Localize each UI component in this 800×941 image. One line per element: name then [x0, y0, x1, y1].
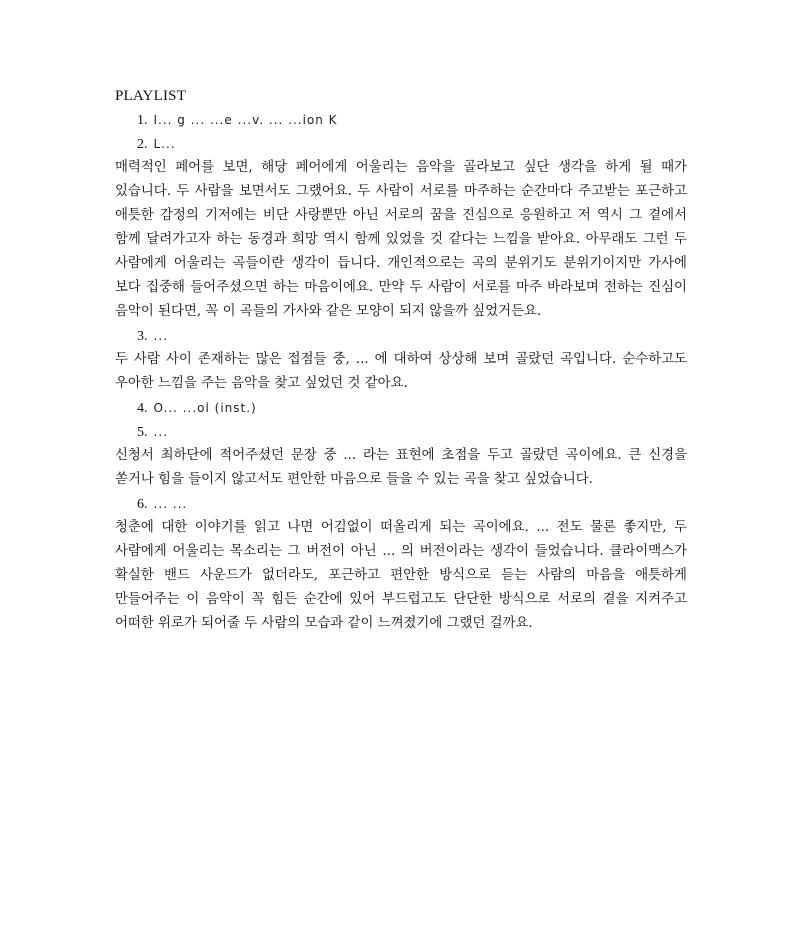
playlist-item-6 — [115, 492, 687, 516]
item-title: L... — [153, 137, 176, 151]
item-description: 매력적인 페어를 보면, 해당 페어에게 어울리는 음악을 골라보고 싶단 생각을 하게 될 때가 있습니다. 두 사람을 보면서도 그랬어요. 두 사람이 서로를 마주하는 순간마다 주고받는 포근하고 애틋한 감정의 기저에는 비단 사랑뿐만 아닌 서로의 꿈을 진심으로 응원하고 저 역시 그 곁에서 함께 달려가고자 하는 동경과 희망 역시 함께 있었을 것 같다는 느낌을 받아요. 아무래도 그런 두 사람에게 어울리는 곡들이란 생각이 듭니다. 개인적으로는 곡의 분위기도 분위기이지만 가사에 보다 집중해 들어주셨으면 하는 마음이에요. 만약 두 사람이 서로를 마주 바라보며 전하는 진심이 음악이 된다면, 꼭 이 곡들의 가사와 같은 모양이 되지 않을까 싶었거든요. — [115, 160, 687, 319]
playlist-item-1 — [115, 108, 687, 132]
playlist-heading: PLAYLIST — [115, 88, 187, 104]
item-number: 6. — [137, 497, 148, 512]
item-title: ... — [153, 425, 168, 439]
document-page — [115, 84, 687, 636]
item-number: 5. — [137, 425, 148, 440]
playlist-item-4 — [115, 396, 687, 420]
item-title: ... — [153, 329, 168, 343]
item-title: I... g ... ...e ...v. ... ...ion K — [153, 113, 338, 127]
playlist-item-3 — [115, 324, 687, 348]
item-description: 신청서 최하단에 적어주셨던 문장 중 ... 라는 표현에 초점을 두고 골랐던 곡이에요. 큰 신경을 쏟거나 힘을 들이지 않고서도 편안한 마음으로 들을 수 있는 곡을 찾고 싶었습니다. — [115, 448, 687, 487]
item-number: 4. — [137, 401, 148, 416]
item-description: 두 사람 사이 존재하는 많은 접점들 중, ... 에 대하여 상상해 보며 골랐던 곡입니다. 순수하고도 우아한 느낌을 주는 음악을 찾고 싶었던 것 같아요. — [115, 352, 687, 391]
item-number: 2. — [137, 137, 148, 152]
item-title: O... ...ol (inst.) — [153, 401, 257, 415]
item-number: 1. — [137, 113, 148, 128]
playlist-item-5 — [115, 420, 687, 444]
item-description: 청춘에 대한 이야기를 읽고 나면 어김없이 떠올리게 되는 곡이에요. ... 전도 물론 좋지만, 두 사람에게 어울리는 목소리는 그 버전이 아닌 ... 의 버전이라는 생각이 들었습니다. 클라이맥스가 확실한 밴드 사운드가 없더라도, 포근하고 편안한 방식으로 듣는 사람의 마음을 애틋하게 만들어주는 이 음악이 꼭 힘든 순간에 있어 부드럽고도 단단한 방식으로 서로의 곁을 지켜주고 어떠한 위로가 되어줄 두 사람의 모습과 같이 느껴졌기에 그랬던 걸까요. — [115, 520, 687, 631]
item-title: ... ... — [153, 497, 188, 511]
playlist-item-2 — [115, 132, 687, 156]
item-number: 3. — [137, 329, 148, 344]
